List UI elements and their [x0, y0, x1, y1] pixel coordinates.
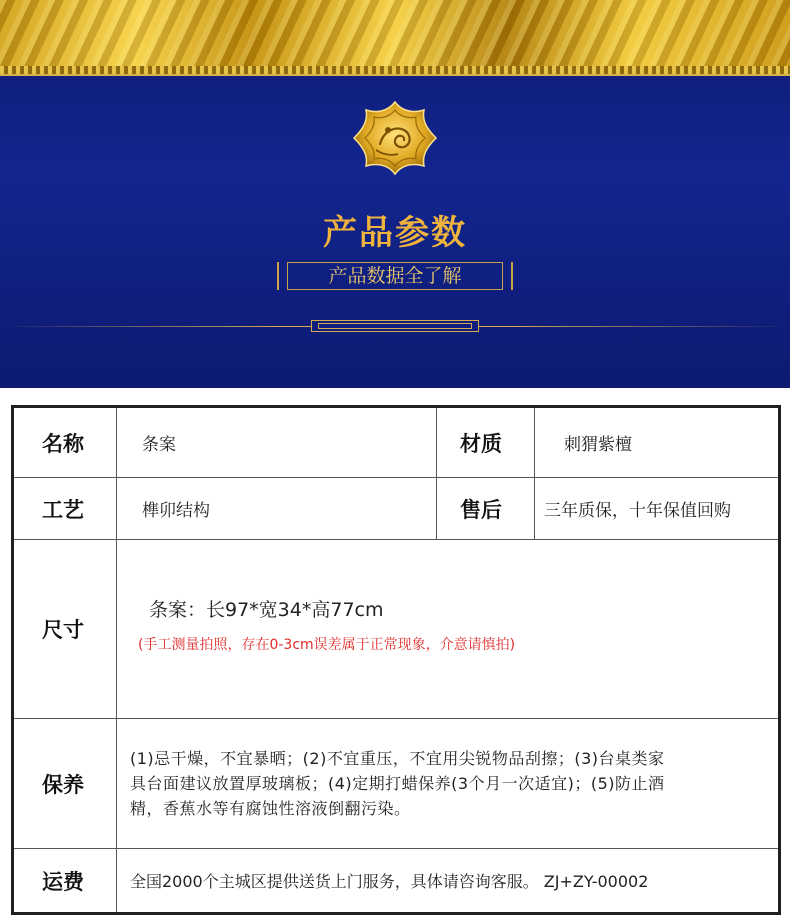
banner-subtitle-frame: [277, 262, 513, 290]
gold-texture-strip: [0, 0, 790, 66]
banner-title: 产品参数: [323, 213, 467, 253]
gold-divider-line: [0, 74, 790, 76]
header-banner: [0, 0, 790, 388]
gold-ornament-edge: [0, 66, 790, 74]
banner-subtitle: 产品数据全了解: [287, 262, 503, 290]
table-row: [14, 849, 778, 912]
row-label-craft: 工艺: [42, 496, 84, 522]
table-row: [14, 540, 778, 719]
table-row: [14, 478, 778, 540]
row-label-name: 名称: [42, 430, 84, 456]
banner-plaque-ornament: [311, 320, 479, 332]
size-measurement-note: (手工测量拍照，存在0-3cm误差属于正常现象，介意请慎拍): [138, 636, 516, 653]
care-line: (1)忌干燥，不宜暴晒；(2)不宜重压，不宜用尖锐物品刮擦；(3)台桌类家: [130, 749, 665, 768]
table-row: [14, 719, 778, 849]
product-params-table: [11, 405, 781, 915]
row-label-aftersale: 售后: [460, 496, 502, 522]
care-line: 具台面建议放置厚玻璃板；(4)定期打蜡保养(3个月一次适宜)；(5)防止酒: [130, 774, 665, 793]
row-value-shipping: 全国2000个主城区提供送货上门服务，具体请咨询客服。 ZJ+ZY-00002: [130, 872, 649, 891]
row-label-size: 尺寸: [42, 617, 84, 642]
size-dimensions: 条案：长97*宽34*高77cm: [149, 598, 384, 621]
row-label-shipping: 运费: [42, 868, 84, 894]
row-value-craft: 榫卯结构: [142, 501, 210, 521]
row-value-aftersale: 三年质保，十年保值回购: [544, 501, 731, 521]
size-content: [116, 540, 778, 718]
row-label-care: 保养: [42, 771, 84, 797]
row-value-name: 条案: [142, 435, 176, 455]
row-label-material: 材质: [460, 430, 502, 456]
table-row: [14, 408, 778, 478]
dragon-emblem-icon: [352, 100, 438, 176]
row-value-material: 刺猬紫檀: [564, 435, 632, 455]
care-content: [116, 719, 778, 848]
care-line: 精，香蕉水等有腐蚀性溶液倒翻污染。: [130, 799, 411, 818]
